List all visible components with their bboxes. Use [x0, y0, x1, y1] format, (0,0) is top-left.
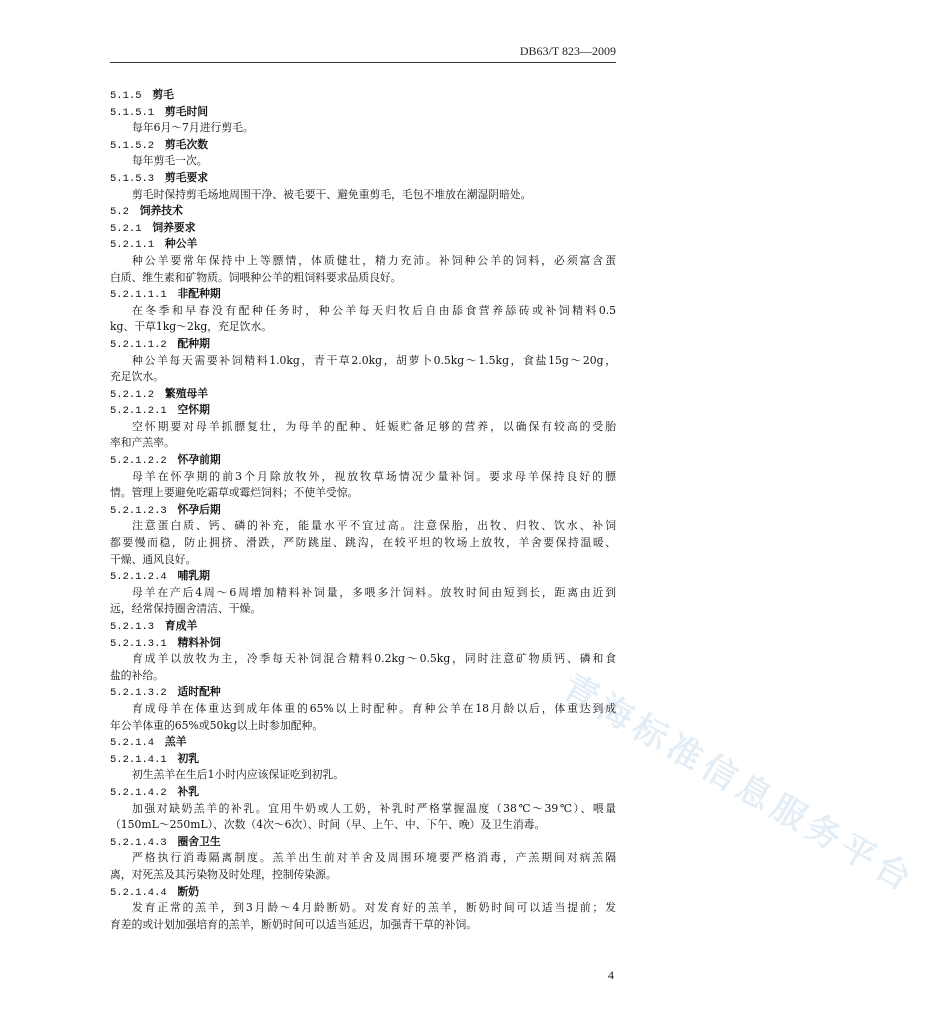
section-heading: 5.2.1.2.4 哺乳期 — [110, 569, 210, 584]
paragraph-line: 充足饮水。 — [110, 370, 164, 384]
section-heading: 5.2.1.4 羔羊 — [110, 735, 187, 750]
paragraph-line: 每年剪毛一次。 — [132, 154, 208, 168]
section-heading: 5.2.1 饲养要求 — [110, 220, 196, 235]
paragraph-line: 离，对死羔及其污染物及时处理，控制传染源。 — [110, 867, 337, 881]
paragraph-line: 育成羊以放牧为主，冷季每天补饲混合精料0.2kg～0.5kg，同时注意矿物质钙、磷和食 — [132, 652, 616, 666]
section-heading: 5.2 饲养技术 — [110, 204, 183, 219]
paragraph-line: 率和产羔率。 — [110, 436, 175, 450]
paragraph-line: 母羊在怀孕期的前3个月除放牧外，视放牧草场情况少量补饲。要求母羊保持良好的膘 — [132, 469, 616, 483]
paragraph-line: 白质、维生素和矿物质。饲喂种公羊的粗饲料要求品质良好。 — [110, 270, 402, 284]
section-heading: 5.1.5.1 剪毛时间 — [110, 104, 209, 119]
paragraph-line: 远，经常保持圈舍清洁、干燥。 — [110, 602, 262, 616]
section-heading: 5.2.1.3 育成羊 — [110, 619, 198, 633]
paragraph-line: 母羊在产后4周～6周增加精料补饲量，多喂多汁饲料。放牧时间由短到长，距离由近到 — [132, 585, 616, 599]
paragraph-line: 加强对缺奶羔羊的补乳。宜用牛奶或人工奶，补乳时严格掌握温度（38℃～39℃）、喂量 — [132, 801, 616, 815]
paragraph-line: 都要慢而稳，防止拥挤、滑跌，严防跳崖、跳沟，在较平坦的牧场上放牧，羊舍要保持温暖、 — [110, 536, 616, 550]
section-heading: 5.1.5 剪毛 — [110, 88, 174, 102]
paragraph-line: 种公羊每天需要补饲精料1.0kg，青干草2.0kg，胡萝卜0.5kg～1.5kg，食盐15g～20g， — [132, 353, 616, 367]
section-heading: 5.2.1.2.1 空怀期 — [110, 403, 210, 418]
paragraph-line: kg、干草1kg～2kg，充足饮水。 — [110, 320, 273, 334]
paragraph-line: 育成母羊在体重达到成年体重的65%以上时配种。育种公羊在18月龄以后，体重达到成 — [132, 701, 616, 715]
section-heading: 5.2.1.2.2 怀孕前期 — [110, 453, 221, 468]
watermark: 青海标准信息服务平台 — [556, 666, 923, 902]
section-heading: 5.2.1.1 种公羊 — [110, 237, 198, 252]
section-heading: 5.2.1.3.1 精料补饲 — [110, 635, 221, 650]
paragraph-line: 干燥、通风良好。 — [110, 552, 197, 566]
paragraph-line: 情。管理上要避免吃霜草或霉烂饲料；不使羊受惊。 — [110, 486, 359, 500]
section-heading: 5.2.1.4.1 初乳 — [110, 751, 200, 766]
paragraph-line: 严格执行消毒隔离制度。羔羊出生前对羊舍及周围环境要严格消毒，产羔期间对病羔隔 — [132, 851, 616, 865]
section-heading: 5.2.1.4.3 圈舍卫生 — [110, 834, 221, 849]
standard-code: DB63/T 823—2009 — [519, 44, 616, 58]
section-heading: 5.2.1.2 繁殖母羊 — [110, 386, 209, 401]
page-number: 4 — [608, 968, 614, 982]
paragraph-line: 空怀期要对母羊抓膘复壮，为母羊的配种、妊娠贮备足够的营养，以确保有较高的受胎 — [132, 419, 616, 433]
paragraph-line: 年公羊体重的65%或50kg以上时参加配种。 — [110, 718, 324, 732]
section-heading: 5.2.1.3.2 适时配种 — [110, 685, 221, 700]
paragraph-line: 在冬季和早春没有配种任务时，种公羊每天归牧后自由舔食营养舔砖或补饲精料0.5 — [132, 303, 616, 317]
header-rule — [110, 62, 616, 63]
paragraph-line: 种公羊要常年保持中上等膘情，体质健壮，精力充沛。补饲种公羊的饲料，必须富含蛋 — [132, 253, 616, 267]
section-heading: 5.2.1.4.2 补乳 — [110, 784, 200, 799]
section-heading: 5.2.1.1.1 非配种期 — [110, 287, 221, 302]
paragraph-line: 发育正常的羔羊，到3月龄～4月龄断奶。对发育好的羔羊，断奶时间可以适当提前；发 — [132, 901, 616, 915]
paragraph-line: 盐的补给。 — [110, 668, 164, 682]
paragraph-line: 初生羔羊在生后1小时内应该保证吃到初乳。 — [132, 768, 345, 782]
section-heading: 5.2.1.2.3 怀孕后期 — [110, 502, 221, 517]
section-heading: 5.1.5.2 剪毛次数 — [110, 137, 209, 152]
document-body — [110, 87, 616, 933]
section-heading: 5.2.1.4.4 断奶 — [110, 884, 200, 899]
paragraph-line: 每年6月～7月进行剪毛。 — [132, 121, 254, 135]
section-heading: 5.2.1.1.2 配种期 — [110, 336, 210, 351]
section-heading: 5.1.5.3 剪毛要求 — [110, 170, 209, 185]
paragraph-line: （150mL～250mL）、次数（4次～6次）、时间（早、上午、中、下午、晚）及卫生消毒。 — [110, 818, 546, 832]
paragraph-line: 注意蛋白质、钙、磷的补充，能量水平不宜过高。注意保胎，出牧、归牧、饮水、补饲 — [132, 519, 616, 533]
paragraph-line: 剪毛时保持剪毛场地周围干净、被毛要干、避免重剪毛，毛包不堆放在潮湿阴暗处。 — [132, 187, 532, 201]
paragraph-line: 育差的或计划加强培育的羔羊，断奶时间可以适当延迟，加强青干草的补饲。 — [110, 917, 478, 931]
